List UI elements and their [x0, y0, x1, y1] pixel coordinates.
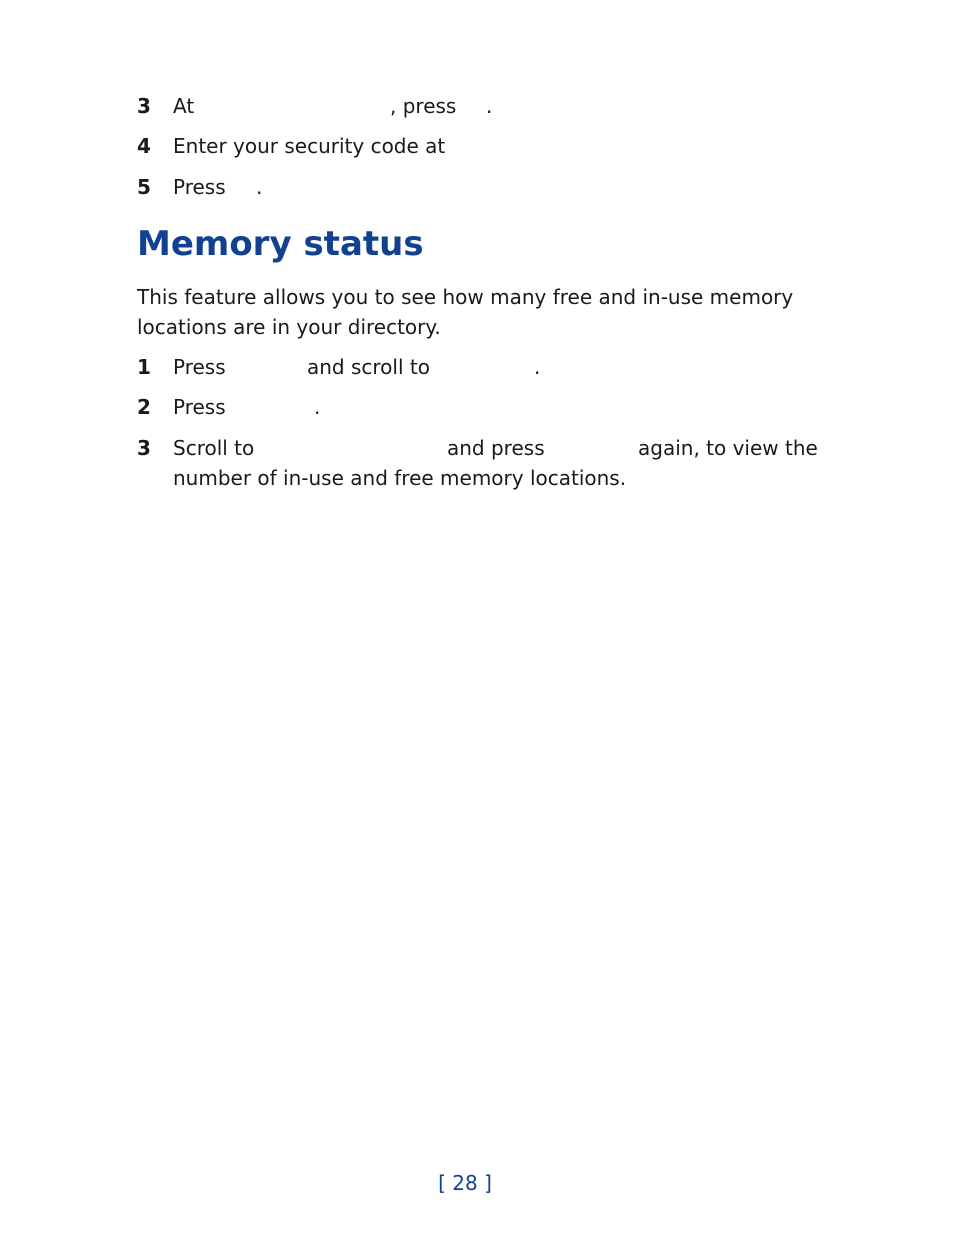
step-text: . — [256, 175, 263, 199]
step-number: 2 — [137, 395, 151, 419]
step-text: and scroll to — [307, 355, 430, 379]
page-number: [ 28 ] — [438, 1171, 492, 1195]
step-text: Press — [173, 175, 226, 199]
intro-line: This feature allows you to see how many free and in-use memory — [137, 285, 794, 309]
intro-line: locations are in your directory. — [137, 315, 441, 339]
step-text: Enter your security code at — [173, 134, 446, 158]
section-title: Memory status — [137, 224, 424, 264]
step-number: 3 — [137, 94, 151, 118]
step-text: Scroll to — [173, 436, 255, 460]
step-text: . — [486, 94, 493, 118]
step-text: . — [314, 395, 321, 419]
step-number: 1 — [137, 355, 151, 379]
step-text-line2: number of in-use and free memory locations. — [173, 466, 627, 490]
step-text: At — [173, 94, 195, 118]
section-intro — [137, 282, 793, 342]
step-text: again, to view the — [638, 436, 818, 460]
step-text: . — [534, 355, 541, 379]
step-text: , press — [390, 94, 457, 118]
step-text: Press — [173, 355, 226, 379]
step-number: 4 — [137, 134, 151, 158]
step-number: 3 — [137, 436, 151, 460]
step-number: 5 — [137, 175, 151, 199]
step-text: Press — [173, 395, 226, 419]
step-text: and press — [447, 436, 545, 460]
